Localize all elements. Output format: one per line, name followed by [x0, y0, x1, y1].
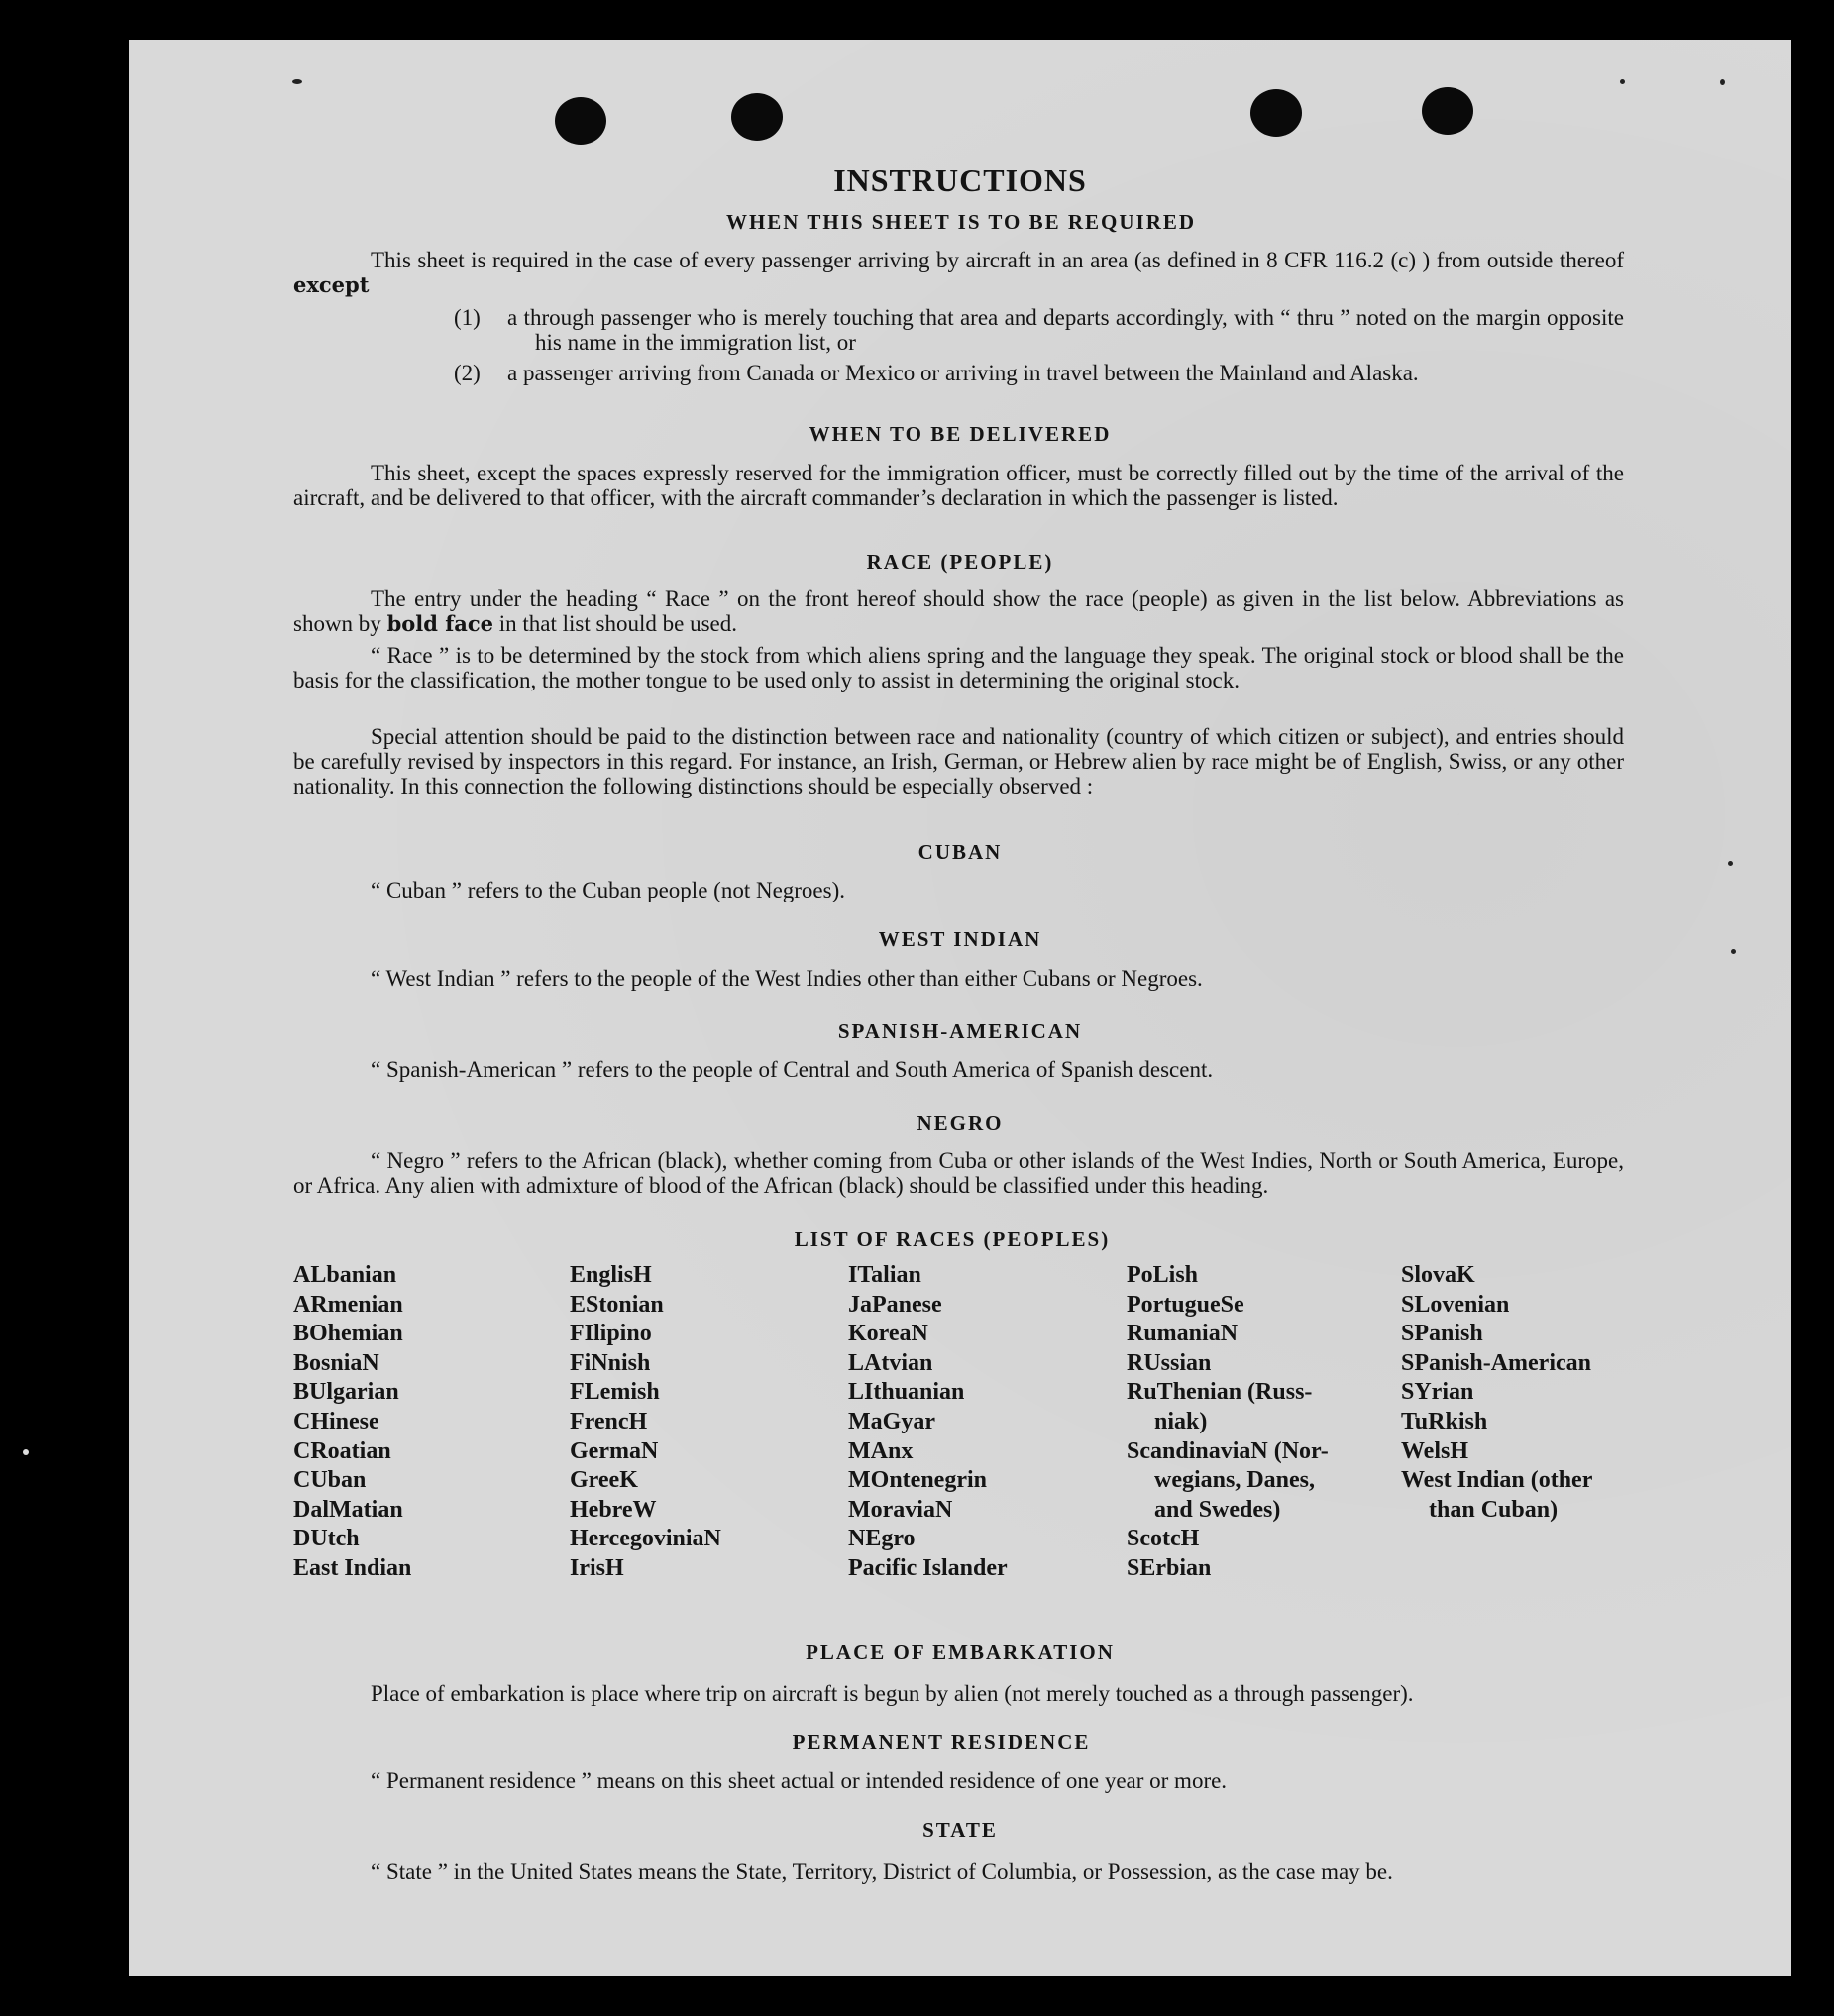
- document-page: [129, 40, 1791, 1976]
- race-column-5: [1401, 1261, 1592, 1525]
- punch-hole: [1250, 89, 1302, 137]
- item-number: (2): [454, 361, 481, 385]
- race-entry: EnglisH: [570, 1262, 652, 1288]
- race-entry: SlovaK: [1401, 1262, 1475, 1288]
- race-entry: IrisH: [570, 1554, 624, 1581]
- section-heading: SPANISH-AMERICAN: [837, 1019, 1083, 1043]
- race-entry: LAtvian: [848, 1349, 933, 1376]
- race-entry: PoLish: [1127, 1262, 1199, 1288]
- race-entry: East Indian: [293, 1554, 412, 1581]
- race-entry: DUtch: [293, 1526, 360, 1552]
- race-entry: FrencH: [570, 1408, 648, 1434]
- race-entry: HercegoviniaN: [570, 1526, 721, 1552]
- section-heading: STATE: [922, 1818, 998, 1842]
- race-entry: ALbanian: [293, 1262, 397, 1288]
- punch-hole: [555, 97, 606, 145]
- race-entry: ScandinaviaN (Nor-: [1127, 1437, 1329, 1464]
- race-entry: EStonian: [570, 1291, 664, 1318]
- bold-term: bold face: [386, 611, 494, 636]
- paragraph-race-2: “ Race ” is to be determined by the stock from which aliens spring and the language they speak. The original stock or blood shall be the basis for the classification, the mother tongue to be used only to assist in determining the original stock.: [293, 643, 1624, 692]
- paragraph-cuban: “ Cuban ” refers to the Cuban people (not Negroes).: [371, 878, 846, 902]
- race-column-1: [293, 1261, 411, 1584]
- paragraph-spanish-american: “ Spanish-American ” refers to the people of Central and South America of Spanish descent.: [371, 1057, 1214, 1082]
- race-entry: JaPanese: [848, 1291, 942, 1318]
- race-entry: RumaniaN: [1127, 1321, 1239, 1347]
- race-entry: TuRkish: [1401, 1408, 1488, 1434]
- race-entry: FIlipino: [570, 1321, 652, 1347]
- paragraph-negro: “ Negro ” refers to the African (black), whether coming from Cuba or other islands of the West Indies, North or South America, Europe, or Africa. Any alien with admixture of blood of the African (black) should be classified under this heading.: [293, 1148, 1624, 1198]
- race-entry: KoreaN: [848, 1321, 928, 1347]
- race-entry: SLovenian: [1401, 1291, 1510, 1318]
- section-heading: CUBAN: [917, 840, 1003, 864]
- race-column-4: [1127, 1261, 1329, 1584]
- race-entry: MaGyar: [848, 1408, 935, 1434]
- paragraph-required: [293, 248, 1624, 297]
- race-entry: CHinese: [293, 1408, 379, 1434]
- race-entry: RUssian: [1127, 1349, 1212, 1376]
- speck: [1720, 79, 1725, 85]
- race-entry: SYrian: [1401, 1379, 1474, 1406]
- section-heading: RACE (PEOPLE): [866, 550, 1054, 574]
- race-entry: SErbian: [1127, 1554, 1212, 1581]
- speck: [23, 1449, 29, 1455]
- race-entry: WelsH: [1401, 1437, 1469, 1464]
- section-heading: NEGRO: [917, 1112, 1004, 1135]
- race-entry: ITalian: [848, 1262, 921, 1288]
- page-title: INSTRUCTIONS: [833, 162, 1087, 198]
- race-entry: MAnx: [848, 1437, 914, 1464]
- item-text: a through passenger who is merely touching that area and departs accordingly, with “ thru ” noted on the margin opposite his name in the immigration list, or: [507, 305, 1624, 355]
- paragraph-race-3: Special attention should be paid to the distinction between race and nationality (country of which citizen or subject), and entries should be carefully revised by inspectors in this regard. For instance, an Irish, German, or Hebrew alien by race might be of English, Swiss, or any other nationality. In this connection the following distinctions should be especially observed :: [293, 724, 1624, 798]
- paragraph-state: “ State ” in the United States means the State, Territory, District of Columbia, or Possession, as the case may be.: [371, 1859, 1393, 1884]
- item-number: (1): [454, 305, 481, 330]
- race-entry: NEgro: [848, 1526, 916, 1552]
- race-entry: DalMatian: [293, 1496, 403, 1523]
- race-entry: FiNnish: [570, 1349, 651, 1376]
- race-entry: HebreW: [570, 1496, 657, 1523]
- section-heading: WHEN TO BE DELIVERED: [809, 422, 1112, 446]
- list-item: [454, 361, 1624, 385]
- race-entry: West Indian (other: [1401, 1467, 1593, 1494]
- section-heading: WEST INDIAN: [878, 927, 1042, 951]
- race-entry-continuation: niak): [1154, 1408, 1208, 1434]
- race-entry: Pacific Islander: [848, 1554, 1008, 1581]
- race-entry: ScotcH: [1127, 1526, 1200, 1552]
- race-column-2: [570, 1261, 721, 1584]
- paragraph-delivered: This sheet, except the spaces expressly reserved for the immigration officer, must be correctly filled out by the time of the arrival of the aircraft, and be delivered to that officer, with the aircraft commander’s declaration in which the passenger is listed.: [293, 461, 1624, 510]
- race-entry: BOhemian: [293, 1321, 403, 1347]
- speck: [1620, 79, 1625, 84]
- paragraph-west-indian: “ West Indian ” refers to the people of the West Indies other than either Cubans or Negroes.: [371, 966, 1203, 991]
- race-entry: GreeK: [570, 1467, 638, 1494]
- paragraph-race-1: [293, 586, 1624, 636]
- race-entry: FLemish: [570, 1379, 660, 1406]
- paragraph-text: in that list should be used.: [498, 611, 737, 636]
- race-entry: LIthuanian: [848, 1379, 965, 1406]
- punch-hole: [731, 93, 783, 141]
- race-entry-continuation: wegians, Danes,: [1154, 1467, 1316, 1494]
- race-entry: PortugueSe: [1127, 1291, 1244, 1318]
- race-column-3: [848, 1261, 1008, 1584]
- race-entry: MoraviaN: [848, 1496, 953, 1523]
- race-entry: BosniaN: [293, 1349, 379, 1376]
- race-entry-continuation: than Cuban): [1429, 1496, 1559, 1523]
- list-item: [454, 305, 1624, 355]
- paragraph-residence: “ Permanent residence ” means on this sheet actual or intended residence of one year or more.: [371, 1768, 1228, 1793]
- bold-term: except: [293, 272, 370, 297]
- race-entry: SPanish-American: [1401, 1349, 1591, 1376]
- race-entry: MOntenegrin: [848, 1467, 987, 1494]
- race-entry: SPanish: [1401, 1321, 1483, 1347]
- race-entry: CUban: [293, 1467, 367, 1494]
- race-entry-continuation: and Swedes): [1154, 1496, 1281, 1523]
- race-entry: GermaN: [570, 1437, 659, 1464]
- paragraph-embarkation: Place of embarkation is place where trip on aircraft is begun by alien (not merely touched as a through passenger).: [371, 1681, 1414, 1706]
- speck: [292, 79, 302, 84]
- paragraph-text: This sheet is required in the case of every passenger arriving by aircraft in an area (as defined in 8 CFR 116.2 (c) ) from outside thereof: [371, 248, 1624, 272]
- race-entry: CRoatian: [293, 1437, 391, 1464]
- section-heading: PERMANENT RESIDENCE: [792, 1730, 1091, 1753]
- section-heading: LIST OF RACES (PEOPLES): [794, 1227, 1111, 1251]
- race-entry: ARmenian: [293, 1291, 403, 1318]
- punch-hole: [1422, 87, 1473, 135]
- race-entry: BUlgarian: [293, 1379, 399, 1406]
- paragraph-text: The entry under the heading “ Race ” on the front hereof should show the race (people) as given in the list below. Abbreviations as shown by: [293, 586, 1624, 636]
- section-heading: WHEN THIS SHEET IS TO BE REQUIRED: [725, 210, 1197, 234]
- section-heading: PLACE OF EMBARKATION: [806, 1641, 1115, 1664]
- item-text: a passenger arriving from Canada or Mexico or arriving in travel between the Mainland and Alaska.: [507, 361, 1419, 385]
- race-entry: RuThenian (Russ-: [1127, 1379, 1313, 1406]
